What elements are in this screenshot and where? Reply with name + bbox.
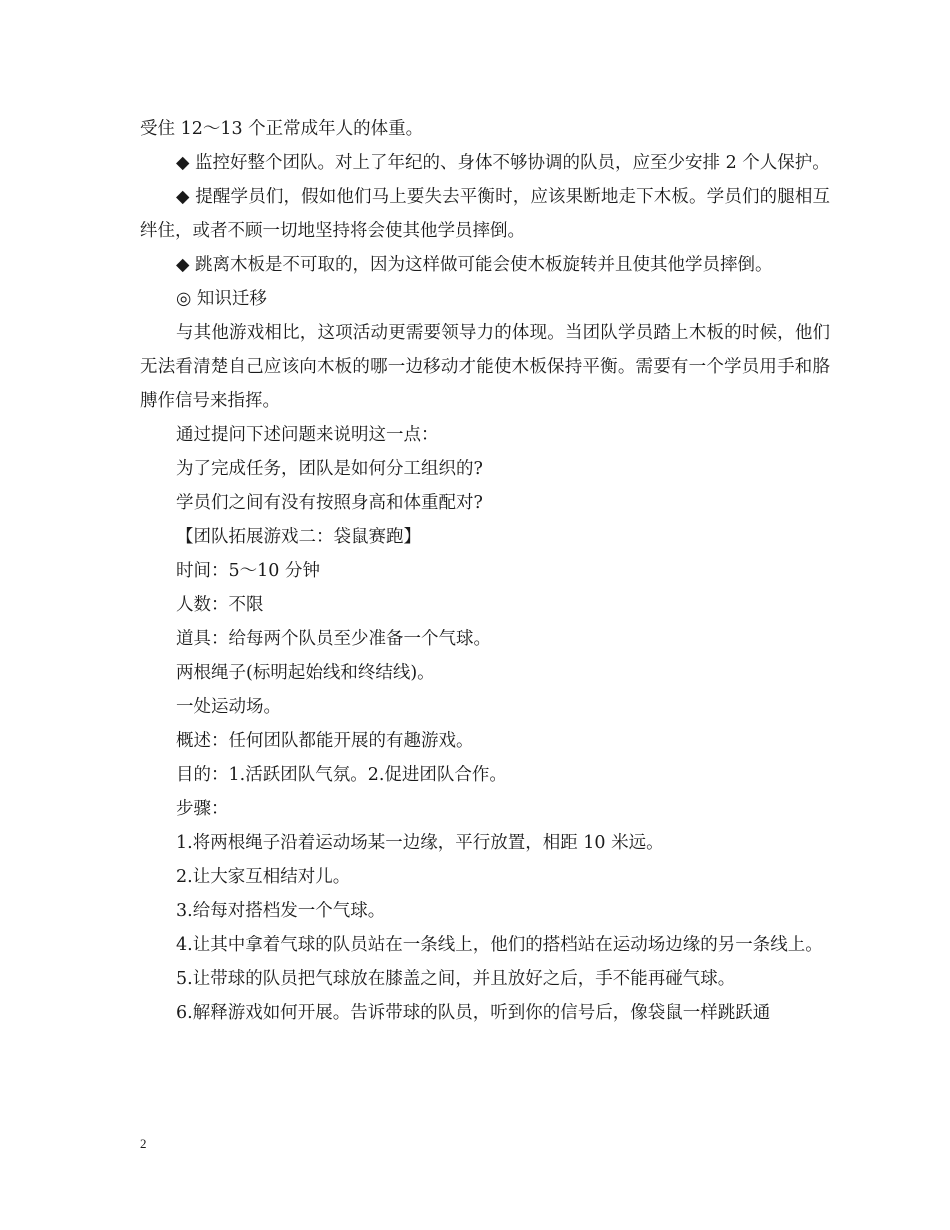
- paragraph: 与其他游戏相比，这项活动更需要领导力的体现。当团队学员踏上木板的时候，他们无法看清楚自己应该向木板的哪一边移动才能使木板保持平衡。需要有一个学员用手和胳膊作信号来指挥。: [140, 323, 830, 411]
- question-item: 学员们之间有没有按照身高和体重配对?: [176, 493, 483, 513]
- question-item: 为了完成任务，团队是如何分工组织的?: [176, 459, 483, 479]
- page-number: 2: [140, 1136, 147, 1151]
- paragraph: ◆ 监控好整个团队。对上了年纪的、身体不够协调的队员，应至少安排 2 个人保护。: [176, 153, 830, 173]
- section-heading: ◎ 知识迁移: [176, 289, 267, 309]
- step-item: 6.解释游戏如何开展。告诉带球的队员，听到你的信号后，像袋鼠一样跳跃通: [176, 1003, 771, 1023]
- paragraph: 通过提问下述问题来说明这一点：: [176, 425, 439, 445]
- game-overview: 概述：任何团队都能开展的有趣游戏。: [176, 731, 474, 751]
- game-purpose: 目的：1.活跃团队气氛。2.促进团队合作。: [176, 765, 507, 785]
- game-title: 【团队拓展游戏二：袋鼠赛跑】: [176, 527, 421, 547]
- game-props-item: 两根绳子(标明起始线和终结线)。: [176, 663, 435, 683]
- step-item: 3.给每对搭档发一个气球。: [176, 901, 386, 921]
- game-participants: 人数：不限: [176, 595, 264, 615]
- step-item: 1.将两根绳子沿着运动场某一边缘，平行放置，相距 10 米远。: [176, 833, 664, 853]
- game-time: 时间：5～10 分钟: [176, 561, 320, 581]
- paragraph: ◆ 跳离木板是不可取的，因为这样做可能会使木板旋转并且使其他学员摔倒。: [176, 255, 773, 275]
- step-item: 4.让其中拿着气球的队员站在一条线上，他们的搭档站在运动场边缘的另一条线上。: [176, 935, 823, 955]
- steps-heading: 步骤：: [176, 799, 229, 819]
- paragraph: ◆ 提醒学员们，假如他们马上要失去平衡时，应该果断地走下木板。学员们的腿相互绊住，或者不顾一切地坚持将会使其他学员摔倒。: [140, 187, 830, 241]
- step-item: 5.让带球的队员把气球放在膝盖之间，并且放好之后，手不能再碰气球。: [176, 969, 736, 989]
- step-item: 2.让大家互相结对儿。: [176, 867, 351, 887]
- document-body: [140, 112, 830, 1030]
- paragraph: 受住 12～13 个正常成年人的体重。: [140, 119, 424, 139]
- game-props: 道具：给每两个队员至少准备一个气球。: [176, 629, 491, 649]
- game-props-item: 一处运动场。: [176, 697, 281, 717]
